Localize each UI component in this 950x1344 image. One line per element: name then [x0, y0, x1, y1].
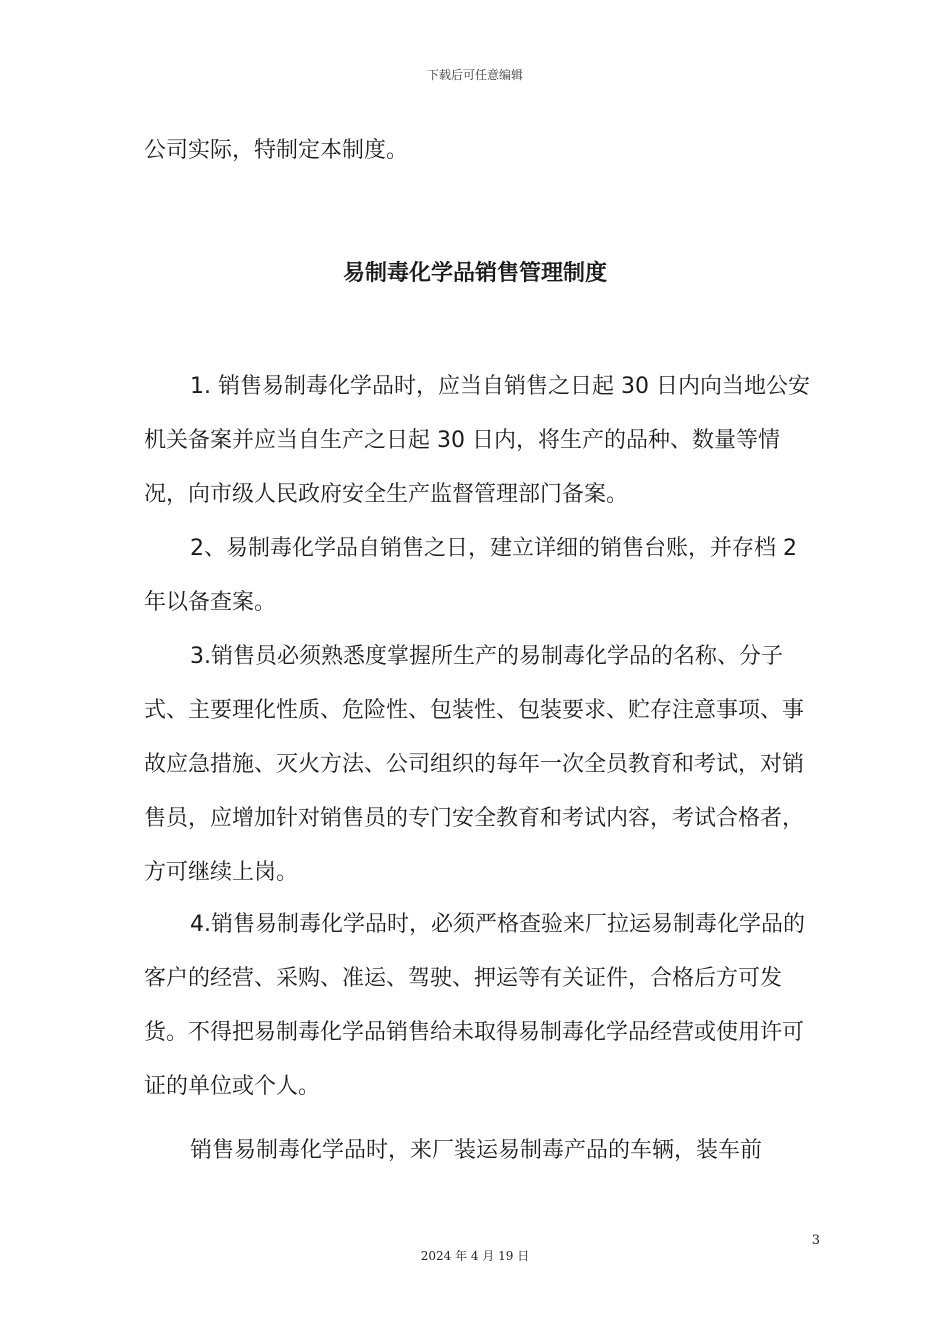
- paragraph-4: 4.销售易制毒化学品时，必须严格查验来厂拉运易制毒化学品的客户的经营、采购、准运、驾驶、押运等有关证件，合格后方可发货。不得把易制毒化学品销售给未取得易制毒化学品经营或使用许可证的单位或个人。: [144, 912, 805, 1099]
- header-note: 下载后可任意编辑: [426, 68, 523, 82]
- paragraph-2: 2、易制毒化学品自销售之日，建立详细的销售台账，并存档 2 年以备查案。: [144, 536, 797, 615]
- document-title: 易制毒化学品销售管理制度: [342, 261, 607, 286]
- paragraph-3: 3.销售员必须熟悉度掌握所生产的易制毒化学品的名称、分子式、主要理化性质、危险性、包装性、包装要求、贮存注意事项、事故应急措施、灭火方法、公司组织的每年一次全员教育和考试，对销售员，应增加针对销售员的专门安全教育和考试内容，考试合格者，方可继续上岗。: [144, 644, 805, 885]
- continuation-paragraph: 公司实际，特制定本制度。: [144, 138, 409, 163]
- paragraph-1: 1. 销售易制毒化学品时，应当自销售之日起 30 日内向当地公安机关备案并应当自生产之日起 30 日内，将生产的品种、数量等情况，向市级人民政府安全生产监督管理部门备案。: [144, 374, 810, 507]
- paragraph-5: 销售易制毒化学品时，来厂装运易制毒产品的车辆，装车前: [190, 1138, 763, 1163]
- page-number: 3: [811, 1233, 820, 1248]
- footer-date: 2024 年 4 月 19 日: [420, 1249, 530, 1263]
